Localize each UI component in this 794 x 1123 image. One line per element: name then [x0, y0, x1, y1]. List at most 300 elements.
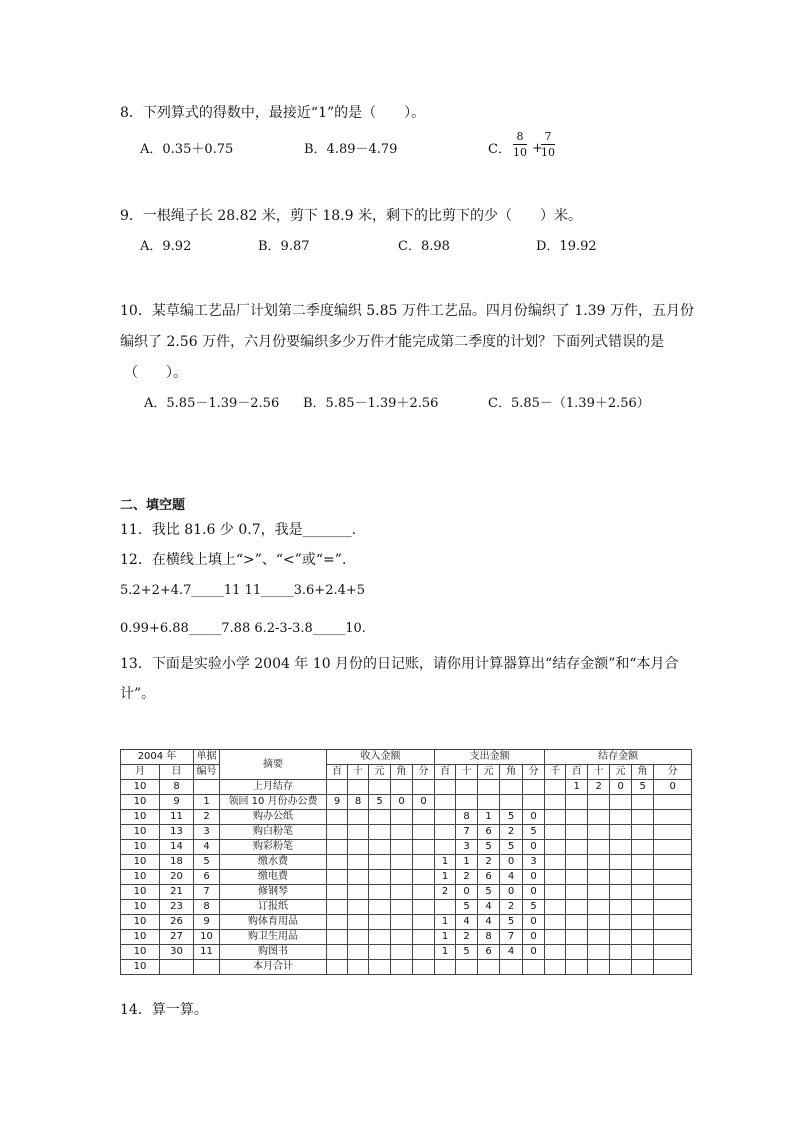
ledger-cell-month: 10 [121, 840, 160, 855]
ledger-cell-summary: 本月合计 [220, 960, 327, 975]
ledger-cell-income-digit [413, 870, 435, 885]
ledger-cell-income-digit [327, 780, 348, 795]
ledger-cell-month: 10 [121, 960, 160, 975]
q9-option-a: A．9.92 [140, 239, 192, 254]
ledger-cell-expense-digit: 8 [478, 930, 500, 945]
ledger-cell-income-digit [327, 900, 348, 915]
ledger-cell-expense-digit: 6 [478, 870, 500, 885]
q14-stem: 14．算一算。 [120, 1002, 208, 1018]
ledger-digit-header: 十 [348, 765, 369, 780]
ledger-cell-income-digit [348, 945, 369, 960]
ledger-cell-income-digit [391, 900, 413, 915]
ledger-cell-balance-digit [654, 900, 692, 915]
ledger-cell-balance-digit [632, 885, 654, 900]
ledger-cell-balance-digit [610, 930, 632, 945]
ledger-cell-day: 20 [160, 870, 194, 885]
q10-stem-line-3: （ ）。 [124, 365, 187, 381]
ledger-cell-voucher: 5 [194, 855, 220, 870]
ledger-cell-income-digit [413, 780, 435, 795]
ledger-header-expense: 支出金额 [435, 750, 545, 765]
ledger-cell-income-digit [391, 930, 413, 945]
ledger-cell-balance-digit [588, 960, 610, 975]
ledger-cell-expense-digit: 0 [523, 930, 545, 945]
ledger-cell-expense-digit: 0 [523, 870, 545, 885]
q8-option-b: B．4.89－4.79 [304, 142, 398, 157]
ledger-cell-income-digit [348, 900, 369, 915]
ledger-digit-header: 分 [523, 765, 545, 780]
ledger-cell-balance-digit [654, 825, 692, 840]
ledger-cell-income-digit: 9 [327, 795, 348, 810]
ledger-cell-balance-digit: 2 [588, 780, 610, 795]
ledger-cell-day: 27 [160, 930, 194, 945]
ledger-cell-balance-digit [566, 795, 588, 810]
ledger-cell-day: 11 [160, 810, 194, 825]
ledger-cell-balance-digit [632, 900, 654, 915]
ledger-cell-expense-digit [456, 780, 478, 795]
ledger-cell-balance-digit [610, 795, 632, 810]
ledger-cell-expense-digit: 3 [523, 855, 545, 870]
ledger-cell-expense-digit: 5 [478, 885, 500, 900]
ledger-cell-income-digit [413, 840, 435, 855]
ledger-cell-balance-digit [654, 960, 692, 975]
table-row [121, 900, 692, 915]
ledger-cell-expense-digit [456, 795, 478, 810]
ledger-cell-income-digit [391, 870, 413, 885]
ledger-cell-day: 30 [160, 945, 194, 960]
ledger-cell-expense-digit [435, 780, 456, 795]
ledger-cell-expense-digit: 1 [478, 810, 500, 825]
q12-row-2: 0.99+6.88_____7.88 6.2-3-3.8_____10. [120, 621, 366, 636]
ledger-cell-income-digit [369, 900, 391, 915]
table-row [121, 810, 692, 825]
ledger-cell-expense-digit: 4 [456, 915, 478, 930]
ledger-cell-balance-digit [588, 885, 610, 900]
ledger-cell-expense-digit: 3 [456, 840, 478, 855]
ledger-cell-balance-digit [545, 960, 566, 975]
q8-option-c-plus: + [532, 141, 543, 156]
ledger-cell-voucher: 9 [194, 915, 220, 930]
q9-option-b: B．9.87 [258, 239, 310, 254]
ledger-cell-income-digit [413, 885, 435, 900]
ledger-cell-day [160, 960, 194, 975]
ledger-cell-voucher: 2 [194, 810, 220, 825]
ledger-cell-balance-digit [588, 870, 610, 885]
ledger-cell-income-digit [391, 915, 413, 930]
ledger-cell-month: 10 [121, 870, 160, 885]
ledger-cell-balance-digit [588, 900, 610, 915]
ledger-cell-income-digit [413, 900, 435, 915]
fraction-bar [541, 144, 555, 145]
ledger-cell-voucher [194, 780, 220, 795]
ledger-cell-income-digit [327, 915, 348, 930]
q10-stem-line-1: 10．某草编工艺品厂计划第二季度编织 5.85 万件工艺品。四月份编织了 1.39 万件，五月份 [120, 303, 694, 319]
ledger-cell-balance-digit [654, 945, 692, 960]
ledger-cell-balance-digit [588, 855, 610, 870]
ledger-header-day: 日 [160, 765, 194, 780]
ledger-cell-expense-digit [435, 840, 456, 855]
ledger-cell-voucher [194, 960, 220, 975]
ledger-header-row-1 [121, 750, 692, 765]
ledger-cell-expense-digit [435, 825, 456, 840]
ledger-cell-income-digit [348, 840, 369, 855]
table-row [121, 915, 692, 930]
ledger-cell-balance-digit [632, 795, 654, 810]
ledger-cell-month: 10 [121, 930, 160, 945]
ledger-cell-balance-digit [566, 825, 588, 840]
ledger-cell-month: 10 [121, 885, 160, 900]
ledger-cell-balance-digit [654, 840, 692, 855]
ledger-cell-balance-digit [654, 870, 692, 885]
ledger-digit-header: 十 [456, 765, 478, 780]
ledger-cell-summary: 缴电费 [220, 870, 327, 885]
ledger-cell-expense-digit: 6 [478, 945, 500, 960]
ledger-cell-income-digit: 0 [391, 795, 413, 810]
ledger-cell-expense-digit [435, 810, 456, 825]
ledger-cell-balance-digit [610, 855, 632, 870]
ledger-header-balance: 结存金额 [545, 750, 692, 765]
ledger-digit-header: 分 [413, 765, 435, 780]
ledger-cell-expense-digit [523, 960, 545, 975]
ledger-cell-balance-digit [545, 885, 566, 900]
ledger-cell-balance-digit [632, 825, 654, 840]
ledger-cell-expense-digit: 2 [478, 855, 500, 870]
ledger-cell-balance-digit [566, 810, 588, 825]
ledger-cell-balance-digit [654, 930, 692, 945]
ledger-cell-income-digit: 8 [348, 795, 369, 810]
ledger-digit-header: 元 [369, 765, 391, 780]
ledger-cell-expense-digit: 0 [500, 855, 523, 870]
ledger-cell-summary: 订报纸 [220, 900, 327, 915]
ledger-cell-balance-digit [545, 810, 566, 825]
ledger-cell-expense-digit: 0 [523, 840, 545, 855]
ledger-cell-income-digit [413, 930, 435, 945]
ledger-cell-expense-digit: 4 [500, 870, 523, 885]
ledger-cell-expense-digit: 0 [523, 945, 545, 960]
ledger-cell-income-digit [348, 810, 369, 825]
ledger-cell-expense-digit [500, 795, 523, 810]
ledger-cell-summary: 购彩粉笔 [220, 840, 327, 855]
ledger-digit-header: 角 [500, 765, 523, 780]
ledger-cell-income-digit [413, 960, 435, 975]
ledger-cell-income-digit [369, 780, 391, 795]
ledger-header-month: 月 [121, 765, 160, 780]
ledger-cell-balance-digit [545, 900, 566, 915]
ledger-cell-expense-digit: 6 [478, 825, 500, 840]
q10-option-c: C．5.85－（1.39＋2.56） [488, 396, 650, 411]
ledger-cell-day: 18 [160, 855, 194, 870]
ledger-cell-income-digit: 5 [369, 795, 391, 810]
ledger-cell-day: 9 [160, 795, 194, 810]
ledger-cell-balance-digit: 0 [610, 780, 632, 795]
ledger-cell-voucher: 11 [194, 945, 220, 960]
section-title: 二、填空题 [120, 498, 186, 513]
ledger-cell-balance-digit [588, 840, 610, 855]
ledger-cell-income-digit [369, 960, 391, 975]
ledger-cell-expense-digit: 5 [500, 915, 523, 930]
q9-stem: 9．一根绳子长 28.82 米，剪下 18.9 米，剩下的比剪下的少（ ）米。 [120, 208, 582, 224]
ledger-cell-balance-digit [566, 855, 588, 870]
q10-option-b: B．5.85－1.39＋2.56 [303, 396, 439, 411]
ledger-cell-balance-digit [566, 930, 588, 945]
ledger-cell-voucher: 3 [194, 825, 220, 840]
ledger-cell-month: 10 [121, 780, 160, 795]
ledger-cell-balance-digit [588, 945, 610, 960]
ledger-cell-income-digit [413, 855, 435, 870]
ledger-cell-month: 10 [121, 900, 160, 915]
ledger-cell-balance-digit [610, 840, 632, 855]
ledger-digit-header: 千 [545, 765, 566, 780]
ledger-cell-balance-digit [566, 840, 588, 855]
ledger-cell-balance-digit [566, 960, 588, 975]
ledger-cell-month: 10 [121, 855, 160, 870]
ledger-cell-expense-digit: 1 [435, 915, 456, 930]
ledger-cell-income-digit [391, 960, 413, 975]
ledger-cell-balance-digit [545, 840, 566, 855]
q11-stem: 11．我比 81.6 少 0.7，我是_______. [120, 522, 357, 538]
ledger-cell-voucher: 10 [194, 930, 220, 945]
ledger-cell-income-digit [391, 780, 413, 795]
fraction-denominator: 10 [541, 146, 555, 159]
ledger-cell-voucher: 8 [194, 900, 220, 915]
ledger-cell-income-digit [413, 810, 435, 825]
ledger-cell-expense-digit [500, 780, 523, 795]
ledger-cell-balance-digit [610, 915, 632, 930]
ledger-cell-summary: 购图书 [220, 945, 327, 960]
ledger-cell-expense-digit: 0 [523, 885, 545, 900]
ledger-cell-expense-digit: 2 [456, 870, 478, 885]
ledger-cell-balance-digit [654, 915, 692, 930]
ledger-digit-header: 角 [632, 765, 654, 780]
ledger-cell-expense-digit: 2 [500, 825, 523, 840]
ledger-cell-balance-digit [654, 795, 692, 810]
ledger-cell-month: 10 [121, 825, 160, 840]
ledger-cell-income-digit [369, 945, 391, 960]
ledger-cell-expense-digit: 0 [456, 885, 478, 900]
ledger-cell-income-digit [348, 915, 369, 930]
ledger-cell-income-digit [327, 840, 348, 855]
table-row [121, 960, 692, 975]
ledger-cell-expense-digit: 5 [478, 840, 500, 855]
ledger-cell-expense-digit [478, 795, 500, 810]
ledger-cell-expense-digit: 2 [435, 885, 456, 900]
ledger-cell-income-digit: 0 [413, 795, 435, 810]
ledger-digit-header: 元 [610, 765, 632, 780]
ledger-digit-header: 百 [566, 765, 588, 780]
ledger-cell-month: 10 [121, 810, 160, 825]
ledger-cell-expense-digit: 0 [523, 810, 545, 825]
ledger-cell-expense-digit [435, 900, 456, 915]
ledger-digit-header: 角 [391, 765, 413, 780]
q8-option-c-label: C． [488, 142, 511, 157]
ledger-cell-balance-digit [588, 795, 610, 810]
ledger-cell-expense-digit: 5 [456, 945, 478, 960]
ledger-cell-summary: 购体育用品 [220, 915, 327, 930]
ledger-cell-balance-digit [545, 825, 566, 840]
ledger-cell-balance-digit [632, 870, 654, 885]
ledger-cell-expense-digit [500, 960, 523, 975]
ledger-cell-balance-digit [545, 945, 566, 960]
ledger-header-row-2 [121, 765, 692, 780]
ledger-cell-income-digit [327, 825, 348, 840]
ledger-cell-expense-digit: 7 [456, 825, 478, 840]
fraction-denominator: 10 [513, 146, 527, 159]
ledger-cell-day: 26 [160, 915, 194, 930]
ledger-cell-income-digit [391, 855, 413, 870]
ledger-cell-income-digit [369, 885, 391, 900]
ledger-cell-income-digit [413, 915, 435, 930]
ledger-cell-expense-digit: 7 [500, 930, 523, 945]
ledger-cell-balance-digit: 1 [566, 780, 588, 795]
ledger-header-income: 收入金额 [327, 750, 435, 765]
ledger-cell-income-digit [391, 945, 413, 960]
q9-option-c: C．8.98 [398, 239, 450, 254]
table-row [121, 825, 692, 840]
table-row [121, 870, 692, 885]
ledger-cell-expense-digit: 5 [456, 900, 478, 915]
table-row [121, 885, 692, 900]
ledger-cell-day: 8 [160, 780, 194, 795]
ledger-cell-income-digit [369, 810, 391, 825]
ledger-cell-income-digit [369, 915, 391, 930]
ledger-cell-expense-digit: 4 [478, 900, 500, 915]
ledger-cell-income-digit [413, 825, 435, 840]
ledger-cell-balance-digit [566, 945, 588, 960]
ledger-cell-day: 13 [160, 825, 194, 840]
ledger-cell-month: 10 [121, 915, 160, 930]
ledger-cell-income-digit [348, 855, 369, 870]
ledger-cell-summary: 购白粉笔 [220, 825, 327, 840]
ledger-cell-expense-digit: 4 [500, 945, 523, 960]
table-row [121, 855, 692, 870]
ledger-cell-income-digit [369, 825, 391, 840]
ledger-cell-expense-digit: 5 [500, 810, 523, 825]
ledger-header-summary: 摘要 [220, 750, 327, 780]
ledger-cell-income-digit [327, 855, 348, 870]
ledger-cell-expense-digit: 1 [456, 855, 478, 870]
q8-stem: 8．下列算式的得数中，最接近“1”的是（ ）。 [120, 105, 426, 121]
ledger-cell-balance-digit [588, 930, 610, 945]
ledger-table [120, 749, 692, 975]
q8-option-c-fraction-2 [541, 130, 555, 159]
ledger-cell-expense-digit [478, 960, 500, 975]
ledger-digit-header: 元 [478, 765, 500, 780]
ledger-cell-summary: 缴水费 [220, 855, 327, 870]
q9-option-d: D．19.92 [536, 239, 597, 254]
ledger-cell-expense-digit: 2 [456, 930, 478, 945]
ledger-cell-expense-digit: 5 [523, 825, 545, 840]
table-row [121, 840, 692, 855]
ledger-cell-balance-digit [632, 945, 654, 960]
ledger-cell-balance-digit [610, 870, 632, 885]
fraction-numerator: 8 [516, 130, 524, 143]
ledger-cell-balance-digit [588, 825, 610, 840]
ledger-cell-balance-digit: 5 [632, 780, 654, 795]
ledger-cell-expense-digit [523, 780, 545, 795]
ledger-cell-expense-digit: 8 [456, 810, 478, 825]
ledger-cell-balance-digit [588, 810, 610, 825]
ledger-cell-expense-digit: 5 [523, 900, 545, 915]
ledger-cell-income-digit [369, 930, 391, 945]
ledger-cell-expense-digit: 1 [435, 945, 456, 960]
fraction-bar [513, 144, 527, 145]
ledger-cell-income-digit [327, 945, 348, 960]
ledger-cell-income-digit [327, 960, 348, 975]
ledger-cell-expense-digit: 5 [500, 840, 523, 855]
ledger-digit-header: 百 [327, 765, 348, 780]
ledger-cell-balance-digit [566, 870, 588, 885]
table-row [121, 780, 692, 795]
ledger-cell-balance-digit [610, 900, 632, 915]
q8-option-c-fraction-1 [513, 130, 527, 159]
ledger-cell-income-digit [327, 870, 348, 885]
ledger-digit-header: 百 [435, 765, 456, 780]
ledger-cell-voucher: 7 [194, 885, 220, 900]
ledger-cell-expense-digit [435, 795, 456, 810]
ledger-cell-balance-digit [545, 855, 566, 870]
ledger-cell-expense-digit: 0 [500, 885, 523, 900]
ledger-cell-balance-digit [632, 810, 654, 825]
ledger-cell-expense-digit: 2 [500, 900, 523, 915]
ledger-cell-balance-digit [632, 960, 654, 975]
ledger-cell-balance-digit [566, 900, 588, 915]
ledger-cell-expense-digit: 4 [478, 915, 500, 930]
ledger-digit-header: 十 [588, 765, 610, 780]
ledger-cell-summary: 购办公纸 [220, 810, 327, 825]
ledger-cell-voucher: 6 [194, 870, 220, 885]
table-row [121, 945, 692, 960]
ledger-cell-expense-digit: 1 [435, 855, 456, 870]
ledger-cell-balance-digit [610, 960, 632, 975]
q10-option-a: A．5.85－1.39－2.56 [144, 396, 280, 411]
ledger-cell-income-digit [369, 870, 391, 885]
ledger-cell-income-digit [327, 885, 348, 900]
ledger-cell-income-digit [391, 885, 413, 900]
ledger-cell-income-digit [348, 870, 369, 885]
ledger-cell-day: 23 [160, 900, 194, 915]
ledger-cell-summary: 领回 10 月份办公费 [220, 795, 327, 810]
ledger-cell-balance-digit [632, 855, 654, 870]
ledger-cell-balance-digit [654, 855, 692, 870]
ledger-cell-income-digit [391, 825, 413, 840]
fraction-numerator: 7 [544, 130, 552, 143]
ledger-header-voucher-top: 单据 [194, 750, 220, 765]
ledger-cell-balance-digit [632, 840, 654, 855]
ledger-cell-balance-digit [610, 945, 632, 960]
ledger-cell-expense-digit [435, 960, 456, 975]
ledger-cell-expense-digit [478, 780, 500, 795]
ledger-cell-balance-digit [566, 885, 588, 900]
q13-stem-line-2: 计”。 [120, 686, 156, 702]
ledger-cell-balance-digit [545, 795, 566, 810]
ledger-cell-balance-digit [654, 810, 692, 825]
ledger-cell-income-digit [391, 840, 413, 855]
ledger-cell-income-digit [348, 780, 369, 795]
ledger-cell-summary: 上月结存 [220, 780, 327, 795]
table-row [121, 930, 692, 945]
ledger-cell-balance-digit [545, 870, 566, 885]
ledger-cell-income-digit [348, 930, 369, 945]
ledger-cell-month: 10 [121, 795, 160, 810]
ledger-cell-summary: 购卫生用品 [220, 930, 327, 945]
ledger-cell-month: 10 [121, 945, 160, 960]
ledger-cell-expense-digit: 1 [435, 930, 456, 945]
ledger-cell-balance-digit [566, 915, 588, 930]
ledger-cell-income-digit [369, 855, 391, 870]
ledger-digit-header: 分 [654, 765, 692, 780]
ledger-cell-balance-digit [610, 825, 632, 840]
ledger-header-date: 2004 年 [121, 750, 194, 765]
ledger-cell-income-digit [369, 840, 391, 855]
